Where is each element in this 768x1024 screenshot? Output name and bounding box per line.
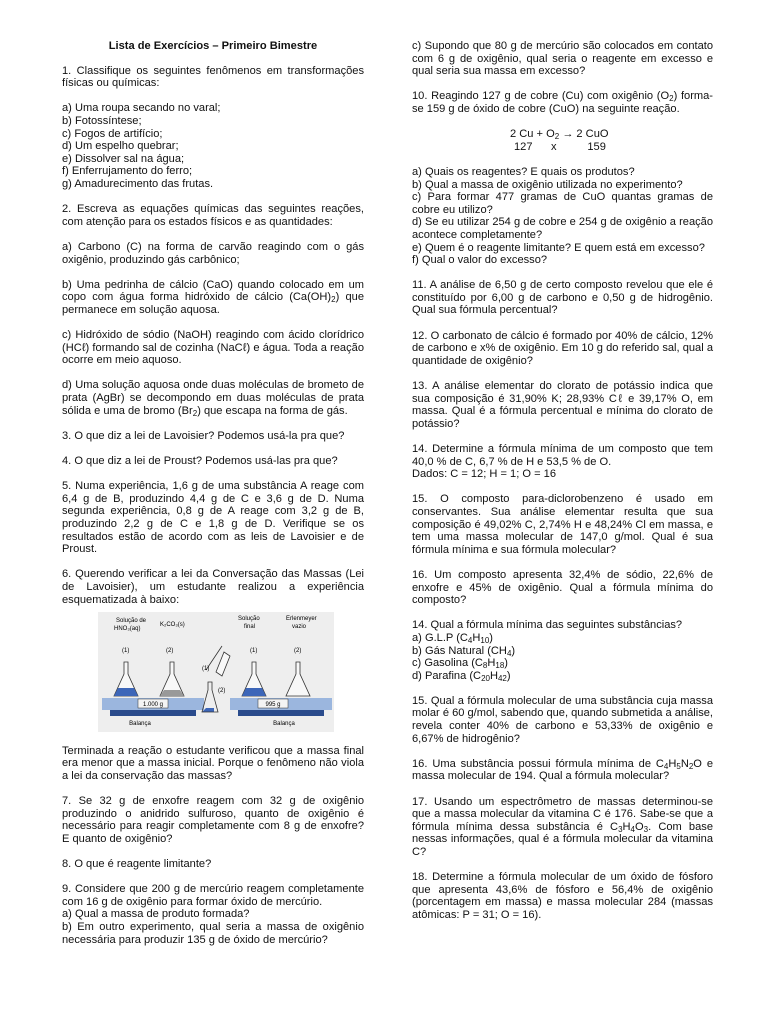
subscript: 4 xyxy=(506,648,512,658)
label-marker-2: (2) xyxy=(166,648,174,655)
question-18 xyxy=(412,871,713,921)
subscript: 2 xyxy=(669,94,674,104)
question-14-formula xyxy=(412,443,713,481)
question-2a xyxy=(62,241,364,266)
question-9b-text: b) Em outro experimento, qual seria a massa de oxigênio necessária para produzir 135 g de óxido de mercúrio? xyxy=(62,921,364,946)
question-1-item: a) Uma roupa secando no varal; xyxy=(62,102,221,115)
left-column xyxy=(62,40,364,959)
subscript: 2 xyxy=(554,132,560,142)
text-run: H xyxy=(668,757,677,770)
question-10-item: b) Qual a massa de oxigênio utilizada no experimento? xyxy=(412,178,683,191)
question-5-text: 5. Numa experiência, 1,6 g de uma substância A reage com 6,4 g de B, produzindo 4,4 g de C e 3,6 g de D. Numa segunda experiência, 0,8 g de A reage com 3,2 g de B, produzindo 2,2 g de C e 1,8 g de D. Verifique se os resultados estão de acordo com as leis de Lavoisier e de Proust. xyxy=(62,480,364,556)
subscript: 20 xyxy=(481,673,490,683)
question-2d xyxy=(62,379,364,417)
subscript: 2 xyxy=(331,295,336,305)
substance-gas-natural xyxy=(412,645,713,658)
label-marker-1: (1) xyxy=(122,648,130,655)
question-14-data: Dados: C = 12; H = 1; O = 16 xyxy=(412,468,556,481)
flask-pouring xyxy=(216,652,230,676)
text-run: N xyxy=(680,757,689,770)
subscript: 4 xyxy=(630,824,635,834)
substance-gasolina xyxy=(412,657,713,670)
text-run: 10. Reagindo 127 g de cobre (Cu) com oxigênio (O xyxy=(412,90,670,103)
question-15b-text: 15. Qual a fórmula molecular de uma substância cuja massa molar é 60 g/mol, sabendo que, quando submetida a análise, revela conter 40% de carbono e 53,33% de oxigênio e 6,67% de hidrogênio? xyxy=(412,694,713,745)
question-6-text: 6. Querendo verificar a lei da Conversação das Massas (Lei de Lavoisier), um estudante realizou a experiência esquematizada à baixo: xyxy=(62,568,364,606)
label-erlenmeyer-2: vazio xyxy=(292,624,307,631)
label-erlenmeyer-1: Erlenmeyer xyxy=(286,616,317,623)
text-run: O e massa molecular de 194. Qual a fórmula molecular? xyxy=(412,757,713,783)
text-run: ) xyxy=(506,669,511,682)
question-8 xyxy=(62,858,364,871)
text-run: H xyxy=(472,631,481,644)
equation-masses-row: 127 x 159 xyxy=(514,140,606,153)
substance-glp xyxy=(412,632,713,645)
question-6 xyxy=(62,568,364,606)
question-9a-text: a) Qual a massa de produto formada? xyxy=(62,908,250,921)
question-7-text: 7. Se 32 g de enxofre reagem com 32 g de oxigênio produzindo o anidrido sulfuroso, quanto de oxigênio é necessário para reagir completamente com 8 g de enxofre? E quanto de oxigênio? xyxy=(62,795,364,845)
question-12 xyxy=(412,330,713,368)
text-run: b) Uma pedrinha de cálcio (CaO) quando colocado em um copo com água forma hidróxido de cálcio (Ca(OH) xyxy=(62,278,364,304)
question-10-items xyxy=(412,166,713,267)
question-10-item: a) Quais os reagentes? E quais os produtos? xyxy=(412,165,635,178)
question-7 xyxy=(62,795,364,845)
subscript: 42 xyxy=(497,673,507,683)
text-run: → 2 CuO xyxy=(559,128,609,141)
question-1-item: e) Dissolver sal na água; xyxy=(62,152,185,165)
flask-final-liquid xyxy=(242,688,266,696)
label-solucao-hno3-2: HNO₃(aq) xyxy=(114,626,141,633)
subscript: 18 xyxy=(495,661,505,671)
experiment-figure xyxy=(98,612,334,732)
question-9c xyxy=(412,40,713,78)
question-11 xyxy=(412,279,713,317)
text-run: ) xyxy=(504,657,508,670)
question-9 xyxy=(62,883,364,946)
text-run: d) Parafina (C xyxy=(412,669,482,682)
label-solucao-hno3-1: Solução de xyxy=(116,618,147,625)
question-1-item: f) Enferrujamento do ferro; xyxy=(62,165,193,178)
text-run: ) xyxy=(489,631,493,644)
question-16-formula xyxy=(412,758,713,783)
label-marker-3: (1) xyxy=(202,666,210,673)
label-marker-5: (1) xyxy=(250,648,258,655)
question-16-text: 16. Um composto apresenta 32,4% de sódio, 22,6% de enxofre e 45% de oxigênio. Qual a fórmula mínima do composto? xyxy=(412,568,713,607)
text-run: 17. Usando um espectrômetro de massas determinou-se que a massa molecular da vitamina C é 176. Sabe-se que a fórmula mínima dessa substância é C xyxy=(412,795,713,833)
text-run: c) Gasolina (C xyxy=(412,657,483,670)
question-9c-text: c) Supondo que 80 g de mercúrio são colocados em contato com 6 g de oxigênio, qual seria o reagente em excesso e qual seria sua massa em excesso? xyxy=(412,40,713,78)
question-2-text: 2. Escreva as equações químicas das seguintes reações, com atenção para os estados físicos e as quantidades: xyxy=(62,203,364,228)
text-run: ) que escapa na forma de gás. xyxy=(197,404,348,417)
label-solucao-final-2: final xyxy=(244,624,256,631)
text-run: 2 Cu + O xyxy=(510,128,555,141)
question-12-text: 12. O carbonato de cálcio é formado por 40% de cálcio, 12% de carbono e x% de oxigênio. Em 10 g do referido sal, qual a quantidade de oxigênio? xyxy=(412,329,713,367)
text-run: H xyxy=(622,820,631,833)
question-1-text: 1. Classifique os seguintes fenômenos em transformações físicas ou químicas: xyxy=(62,64,364,90)
text-run: b) Gás Natural (CH xyxy=(412,644,507,657)
question-2a-text: a) Carbono (C) na forma de carvão reagindo com o gás oxigênio, produzindo gás carbônico; xyxy=(62,240,364,266)
question-3 xyxy=(62,430,364,443)
subscript: 3 xyxy=(643,824,649,834)
balance-right-label: Balança xyxy=(273,721,295,728)
text-run: a) G.L.P (C xyxy=(412,631,468,644)
text-run: ) forma-se 159 g de óxido de cobre (CuO) na seguinte reação. xyxy=(412,90,714,115)
label-marker-6: (2) xyxy=(294,648,302,655)
text-run: ) xyxy=(511,644,516,657)
question-15-dichlorobenzene xyxy=(412,493,713,556)
question-3-text: 3. O que diz a lei de Lavoisier? Podemos usá-la pra que? xyxy=(62,429,345,442)
subscript: 8 xyxy=(482,661,488,671)
label-k2co3: K₂CO₃(s) xyxy=(160,622,185,629)
flask-middle xyxy=(202,682,218,712)
question-13 xyxy=(412,380,713,430)
equation-row xyxy=(510,128,713,141)
question-15-molar-mass xyxy=(412,695,713,745)
mass-right-label: 995 g xyxy=(265,702,281,709)
flask-k2co3-solid xyxy=(160,690,184,696)
question-10-item: c) Para formar 477 gramas de CuO quantas gramas de cobre eu utilizo? xyxy=(412,191,713,216)
question-1-item: b) Fotossíntese; xyxy=(62,114,142,127)
flask-hno3-liquid xyxy=(114,688,138,696)
right-column xyxy=(412,40,713,934)
text-run: d) Uma solução aquosa onde duas moléculas de brometo de prata (AgBr) se decompondo em duas moléculas de prata sólida e uma de bromo (Br xyxy=(62,379,364,417)
experiment-illustration xyxy=(98,612,334,732)
substance-parafina xyxy=(412,670,713,683)
question-16b-text xyxy=(412,758,713,783)
question-2c xyxy=(62,329,364,367)
text-run: O xyxy=(634,820,644,833)
question-10-item: d) Se eu utilizar 254 g de cobre e 254 g de oxigênio a reação acontece completamente? xyxy=(412,216,713,241)
question-15-text: 15. O composto para-diclorobenzeno é usado em conservantes. Sua análise elementar resulta que sua composição é 49,02% C, 2,74% H e 48,24% Cl em massa, e tem uma massa molecular de 147,0 g/mol. Qual é sua fórmula mínima e sua fórmula molecular? xyxy=(412,493,713,556)
question-2d-text xyxy=(62,379,364,417)
text-run: . Com base nessas informações, qual é a fórmula molecular da vitamina C? xyxy=(412,820,713,858)
question-14-substances xyxy=(412,619,713,682)
question-6-followup xyxy=(62,745,364,783)
question-1-item: c) Fogos de artifício; xyxy=(62,127,163,140)
question-6-followup-text: Terminada a reação o estudante verificou que a massa final era menor que a massa inicial. Porque o fenômeno não viola a lei da conservação das massas? xyxy=(62,744,364,782)
reaction-equation xyxy=(412,128,713,153)
question-16-sodium xyxy=(412,569,713,607)
question-13-text: 13. A análise elementar do clorato de potássio indica que sua composição é 31,90% K; 28,93% Cℓ e 39,17% O, em massa. Qual é a fórmula percentual e mínima do clorato de potássio? xyxy=(412,380,713,430)
question-2b-text xyxy=(62,279,364,317)
question-10-item: e) Quem é o reagente limitante? E quem está em excesso? xyxy=(412,241,705,254)
question-1 xyxy=(62,65,364,90)
subscript: 5 xyxy=(676,761,681,771)
subscript: 4 xyxy=(467,635,473,645)
question-17 xyxy=(412,796,713,859)
subscript: 10 xyxy=(480,635,490,645)
question-1-item: g) Amadurecimento das frutas. xyxy=(62,177,214,190)
question-4-text: 4. O que diz a lei de Proust? Podemos usá-las pra que? xyxy=(62,455,338,467)
question-1-item: d) Um espelho quebrar; xyxy=(62,140,179,153)
question-2b xyxy=(62,279,364,317)
label-marker-4: (2) xyxy=(218,688,226,695)
question-10-text xyxy=(412,90,713,115)
subscript: 2 xyxy=(688,761,694,771)
question-18-text: 18. Determine a fórmula molecular de um óxido de fósforo que apresenta 43,6% de fósforo e 56,4% de oxigênio (porcentagem em massa) e massa molecular 284 (massas atômicas: P = 31; O = 16). xyxy=(412,871,713,921)
question-8-text: 8. O que é reagente limitante? xyxy=(62,858,212,871)
subscript: 4 xyxy=(663,761,669,771)
question-1-items xyxy=(62,102,364,190)
question-14-text: 14. Determine a fórmula mínima de um composto que tem 40,0 % de C, 6,7 % de H e 53,5 % de O. xyxy=(412,443,713,468)
label-solucao-final-1: Solução xyxy=(238,616,260,623)
text-run: H xyxy=(489,669,498,682)
subscript: 3 xyxy=(618,824,623,834)
flask-empty xyxy=(286,662,310,696)
balance-left-label: Balança xyxy=(129,721,151,728)
question-5 xyxy=(62,480,364,556)
question-9-text: 9. Considere que 200 g de mercúrio reagem completamente com 16 g de oxigênio para formar óxido de mercúrio. xyxy=(62,883,364,908)
question-2c-text: c) Hidróxido de sódio (NaOH) reagindo com ácido clorídrico (HCℓ) formando sal de cozinha (NaCℓ) e água. Toda a reação ocorre em meio aquoso. xyxy=(62,329,364,367)
page-title: Lista de Exercícios – Primeiro Bimestre xyxy=(108,40,318,52)
question-10 xyxy=(412,90,713,115)
subscript: 2 xyxy=(192,408,198,418)
text-run: 16. Uma substância possui fórmula mínima de C xyxy=(412,757,664,770)
question-10-item: f) Qual o valor do excesso? xyxy=(412,254,548,267)
question-17-text xyxy=(412,796,713,859)
text-run: H xyxy=(487,657,496,670)
question-14b-text: 14. Qual a fórmula mínima das seguintes substâncias? xyxy=(412,619,683,632)
question-11-text: 11. A análise de 6,50 g de certo composto revelou que ele é constituído por 6,00 g de carbono e 0,50 g de hidrogênio. Qual sua fórmula percentual? xyxy=(412,279,713,317)
question-2 xyxy=(62,203,364,228)
question-4 xyxy=(62,455,364,468)
mass-left-label: 1.000 g xyxy=(142,702,164,709)
text-run: ) que permanece em solução aquosa. xyxy=(62,291,364,316)
